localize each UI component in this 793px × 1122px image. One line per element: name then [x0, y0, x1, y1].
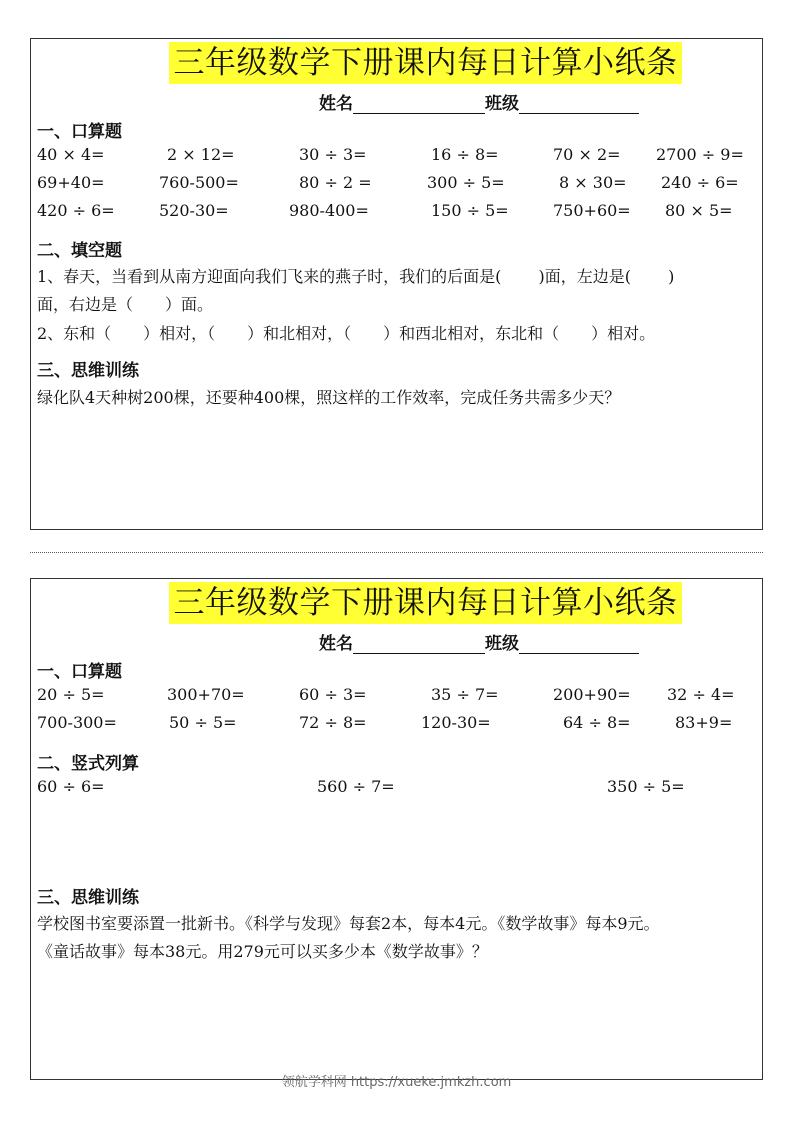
section-oral-heading: 一、口算题 — [37, 662, 122, 682]
oral-item: 83+9= — [675, 713, 733, 732]
thinking-question-line: 《童话故事》每本38元。用279元可以买多少本《数学故事》？ — [37, 942, 488, 961]
fill-question-line: 1、春天，当看到从南方迎面向我们飞来的燕子时，我们的后面是( )面，左边是( ) — [37, 267, 675, 286]
name-class-row — [319, 629, 639, 654]
oral-item: 69+40= — [37, 173, 105, 192]
name-blank[interactable] — [353, 95, 485, 114]
oral-item: 40 × 4= — [37, 145, 105, 164]
oral-item: 32 ÷ 4= — [667, 685, 735, 704]
oral-item: 64 ÷ 8= — [563, 713, 631, 732]
name-label: 姓名 — [319, 94, 353, 114]
oral-item: 200+90= — [553, 685, 631, 704]
worksheet-card-1 — [30, 38, 763, 530]
oral-item: 980-400= — [289, 201, 369, 220]
section-vertical-heading: 二、竖式列算 — [37, 754, 139, 774]
oral-item: 16 ÷ 8= — [431, 145, 499, 164]
name-label: 姓名 — [319, 634, 353, 654]
vertical-item: 60 ÷ 6= — [37, 777, 105, 796]
thinking-question: 绿化队4天种树200棵，还要种400棵，照这样的工作效率，完成任务共需多少天？ — [37, 388, 621, 407]
oral-item: 30 ÷ 3= — [299, 145, 367, 164]
oral-item: 8 × 30= — [559, 173, 627, 192]
oral-item: 35 ÷ 7= — [431, 685, 499, 704]
oral-item: 2700 ÷ 9= — [656, 145, 744, 164]
class-label: 班级 — [485, 634, 519, 654]
oral-row — [31, 173, 764, 197]
section-fill-heading: 二、填空题 — [37, 241, 122, 261]
oral-row — [31, 685, 764, 709]
worksheet-title: 三年级数学下册课内每日计算小纸条 — [169, 42, 682, 84]
cut-line-divider — [30, 552, 763, 553]
name-blank[interactable] — [353, 635, 485, 654]
oral-row — [31, 713, 764, 737]
oral-item: 700-300= — [37, 713, 117, 732]
oral-item: 750+60= — [553, 201, 631, 220]
worksheet-title: 三年级数学下册课内每日计算小纸条 — [169, 582, 682, 624]
oral-item: 72 ÷ 8= — [299, 713, 367, 732]
oral-item: 240 ÷ 6= — [661, 173, 739, 192]
vertical-item: 560 ÷ 7= — [317, 777, 395, 796]
oral-item: 300 ÷ 5= — [427, 173, 505, 192]
oral-item: 150 ÷ 5= — [431, 201, 509, 220]
vertical-item: 350 ÷ 5= — [607, 777, 685, 796]
oral-item: 20 ÷ 5= — [37, 685, 105, 704]
section-oral-heading: 一、口算题 — [37, 122, 122, 142]
oral-item: 2 × 12= — [167, 145, 235, 164]
oral-item: 70 × 2= — [553, 145, 621, 164]
oral-item: 520-30= — [159, 201, 229, 220]
section-thinking-heading: 三、思维训练 — [37, 361, 139, 381]
footer-watermark: 领航学科网 https://xueke.jmkzh.com — [281, 1075, 512, 1090]
oral-row — [31, 201, 764, 225]
oral-row — [31, 145, 764, 169]
fill-question-line: 2、东和（ ）相对，（ ）和北相对，（ ）和西北相对，东北和（ ）相对。 — [37, 324, 656, 343]
fill-question-line: 面，右边是（ ）面。 — [37, 295, 214, 314]
oral-item: 80 ÷ 2 = — [299, 173, 372, 192]
class-label: 班级 — [485, 94, 519, 114]
oral-item: 120-30= — [421, 713, 491, 732]
oral-item: 50 ÷ 5= — [169, 713, 237, 732]
oral-item: 300+70= — [167, 685, 245, 704]
oral-item: 60 ÷ 3= — [299, 685, 367, 704]
oral-item: 760-500= — [159, 173, 239, 192]
oral-item: 420 ÷ 6= — [37, 201, 115, 220]
vertical-row — [31, 777, 764, 801]
section-thinking-heading: 三、思维训练 — [37, 888, 139, 908]
oral-item: 80 × 5= — [665, 201, 733, 220]
thinking-question-line: 学校图书室要添置一批新书。《科学与发现》每套2本，每本4元。《数学故事》每本9元。 — [37, 914, 660, 933]
class-blank[interactable] — [519, 95, 639, 114]
class-blank[interactable] — [519, 635, 639, 654]
worksheet-card-2 — [30, 578, 763, 1080]
name-class-row — [319, 89, 639, 114]
